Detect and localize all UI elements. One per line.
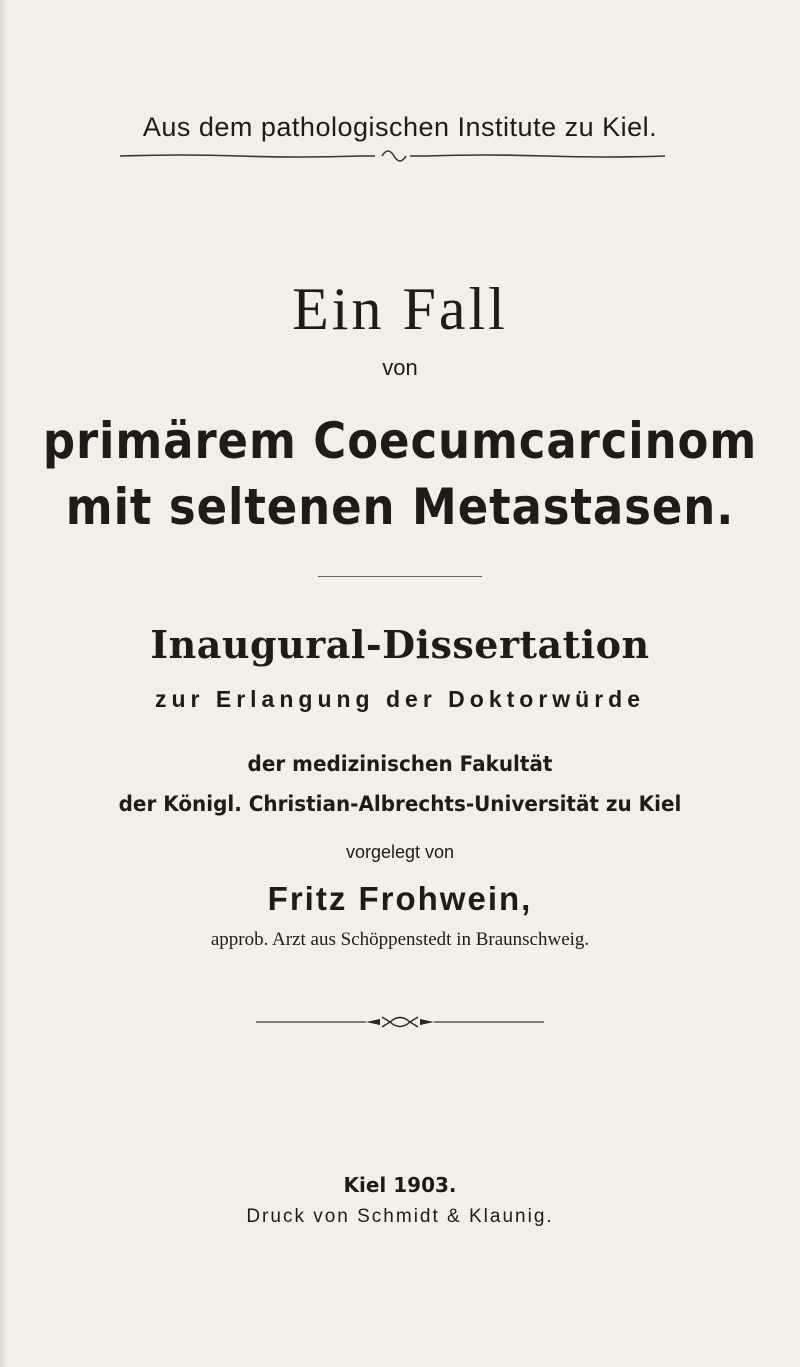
institute-header: Aus dem pathologischen Institute zu Kiel.: [142, 112, 658, 142]
title-line-3: mit seltenen Metastasen.: [65, 478, 735, 536]
presented-by: vorgelegt von: [345, 842, 455, 862]
center-ornament: [256, 1012, 544, 1032]
ornament-rule: [120, 146, 665, 166]
faculty-line: der medizinischen Fakultät: [247, 752, 553, 776]
imprint-printer: Druck von Schmidt & Klaunig.: [246, 1206, 554, 1227]
title-line-2: primärem Coecumcarcinom: [42, 412, 758, 470]
dissertation-purpose: zur Erlangung der Doktorwürde: [154, 686, 646, 712]
title-connector: von: [382, 355, 418, 380]
author-name: Fritz Frohwein,: [267, 880, 533, 917]
dissertation-heading: Inaugural-Dissertation: [150, 622, 650, 667]
page-edge-shadow: [0, 0, 8, 1367]
imprint-place-year: Kiel 1903.: [343, 1173, 457, 1197]
author-credentials: approb. Arzt aus Schöppenstedt in Braunschweig.: [210, 929, 590, 950]
university-line: der Königl. Christian-Albrechts-Universität zu Kiel: [118, 792, 682, 816]
divider-rule: [318, 576, 482, 577]
title-line-1: Ein Fall: [292, 276, 508, 342]
